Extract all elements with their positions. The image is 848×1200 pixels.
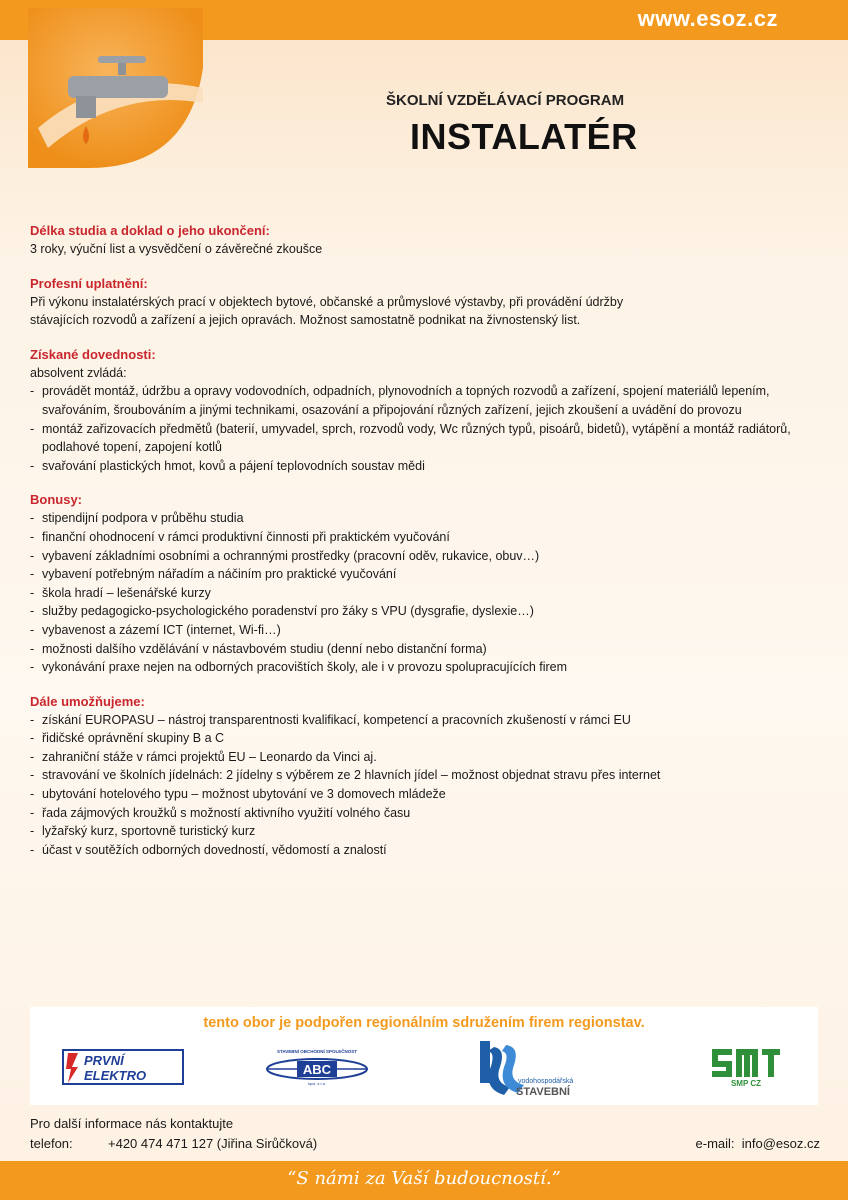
faucet-icon	[28, 8, 203, 168]
list-item: - vybavení základními osobními a ochrannými prostředky (pracovní oděv, rukavice, obuv…)	[30, 547, 810, 566]
list-item: - služby pedagogicko-psychologického poradenství pro žáky s VPU (dysgrafie, dyslexie…)	[30, 602, 810, 621]
list-item: - účast v soutěžích odborných dovedností, vědomostí a znalostí	[30, 841, 810, 860]
sponsor-text: tento obor je podpořen regionálním sdružením firem regionstav.	[203, 1015, 645, 1031]
contact-heading: Pro další informace nás kontaktujte	[30, 1116, 234, 1131]
list-item: - řidičské oprávnění skupiny B a C	[30, 729, 810, 748]
program-label: ŠKOLNÍ VZDĚLÁVACÍ PROGRAM	[386, 92, 625, 109]
bonuses-list	[30, 509, 810, 676]
vodohospodarska-stavebni-logo	[476, 1039, 586, 1099]
smp-cz-logo	[710, 1047, 782, 1087]
list-item: - možnosti dalšího vzdělávání v nástavbovém studiu (denní nebo distanční forma)	[30, 640, 810, 659]
email-label: e-mail:	[695, 1136, 735, 1151]
abc-sub: spol. s r.o.	[307, 1081, 327, 1086]
bonuses-title: Bonusy:	[30, 492, 82, 508]
vs-stavebni: STAVEBNÍ	[516, 1086, 570, 1098]
contact-section	[30, 1114, 820, 1151]
list-item: - vykonávání praxe nejen na odborných pracovištích školy, ale i v provozu spolupracujících firem	[30, 658, 810, 677]
elektro-text: ELEKTRO	[84, 1068, 147, 1083]
program-details	[30, 222, 810, 859]
smp-text: SMP CZ	[730, 1079, 762, 1087]
phone-value[interactable]: +420 474 471 127 (Jiřina Sirůčková)	[108, 1136, 318, 1151]
study-text: 3 roky, výuční list a vysvědčení o závěrečné zkoušce	[30, 242, 323, 256]
list-item: - stravování ve školních jídelnách: 2 jídelny s výběrem ze 2 hlavních jídel – možnost objednat stravu přes internet	[30, 766, 810, 785]
list-item: - řada zájmových kroužků s možností aktivního využití volného času	[30, 804, 810, 823]
list-item: - finanční ohodnocení v rámci produktivní činnosti při praktickém vyučování	[30, 528, 810, 547]
prvni-elektro-logo	[62, 1049, 184, 1085]
list-item: - svařování plastických hmot, kovů a pájení teplovodních soustav mědi	[30, 457, 810, 476]
abc-caption: STAVEBNÍ OBCHODNÍ SPOLEČNOST	[276, 1049, 358, 1054]
list-item: - vybavenost a zázemí ICT (internet, Wi-fi…)	[30, 621, 810, 640]
list-item: - montáž zařizovacích předmětů (baterií, umyvadel, sprch, rozvodů vody, Wc různých typů, pisoárů, bidetů), vytápění a montáž radiátorů, podlahové topení, zapojení kotlů	[30, 420, 810, 457]
list-item: - lyžařský kurz, sportovně turistický kurz	[30, 822, 810, 841]
abc-text: ABC	[302, 1062, 332, 1077]
prvni-text: PRVNÍ	[84, 1053, 124, 1068]
list-item: - provádět montáž, údržbu a opravy vodovodních, odpadních, plynovodních a topných rozvodů a zařízení, spojení materiálů lepením, svařováním, šroubováním a jinými technikami, osazování a připojování různých zařízení, jejich zkoušení a uvádění do provozu	[30, 382, 810, 419]
email-block	[696, 1134, 820, 1154]
email-link[interactable]: info@esoz.cz	[741, 1136, 820, 1151]
list-item: - stipendijní podpora v průběhu studia	[30, 509, 810, 528]
career-line: Při výkonu instalatérských prací v objektech bytové, občanské a průmyslové výstavby, při provádění údržby	[30, 294, 624, 309]
list-item: - získání EUROPASU – nástroj transparentnosti kvalifikací, kompetencí a pracovních zkušeností v rámci EU	[30, 711, 810, 730]
career-title: Profesní uplatnění:	[30, 275, 148, 291]
slogan: “S námi za Vaší budoucností.”	[287, 1168, 561, 1189]
sponsor-box	[30, 1007, 818, 1105]
list-item: - škola hradí – lešenářské kurzy	[30, 584, 810, 603]
site-url-link[interactable]: www.esoz.cz	[637, 6, 778, 31]
faucet-logo	[28, 8, 203, 168]
further-title: Dále umožňujeme:	[30, 693, 145, 709]
bottom-banner	[0, 1161, 848, 1200]
skills-title: Získané dovednosti:	[30, 346, 156, 362]
program-title: INSTALATÉR	[410, 116, 638, 157]
skills-list	[30, 382, 810, 475]
skills-intro: absolvent zvládá:	[30, 365, 127, 380]
list-item: - ubytování hotelového typu – možnost ubytování ve 3 domovech mládeže	[30, 785, 810, 804]
phone-label: telefon:	[30, 1136, 73, 1151]
abc-logo	[265, 1047, 370, 1087]
list-item: - vybavení potřebným nářadím a náčiním pro praktické vyučování	[30, 565, 810, 584]
career-line: stávajících rozvodů a zařízení a jejich opravách. Možnost samostatně podnikat na živnostenský list.	[30, 313, 581, 328]
list-item: - zahraniční stáže v rámci projektů EU – Leonardo da Vinci aj.	[30, 748, 810, 767]
further-list	[30, 711, 810, 860]
study-title: Délka studia a doklad o jeho ukončení:	[30, 223, 270, 238]
vs-caption: vodohospodářská	[518, 1078, 574, 1085]
